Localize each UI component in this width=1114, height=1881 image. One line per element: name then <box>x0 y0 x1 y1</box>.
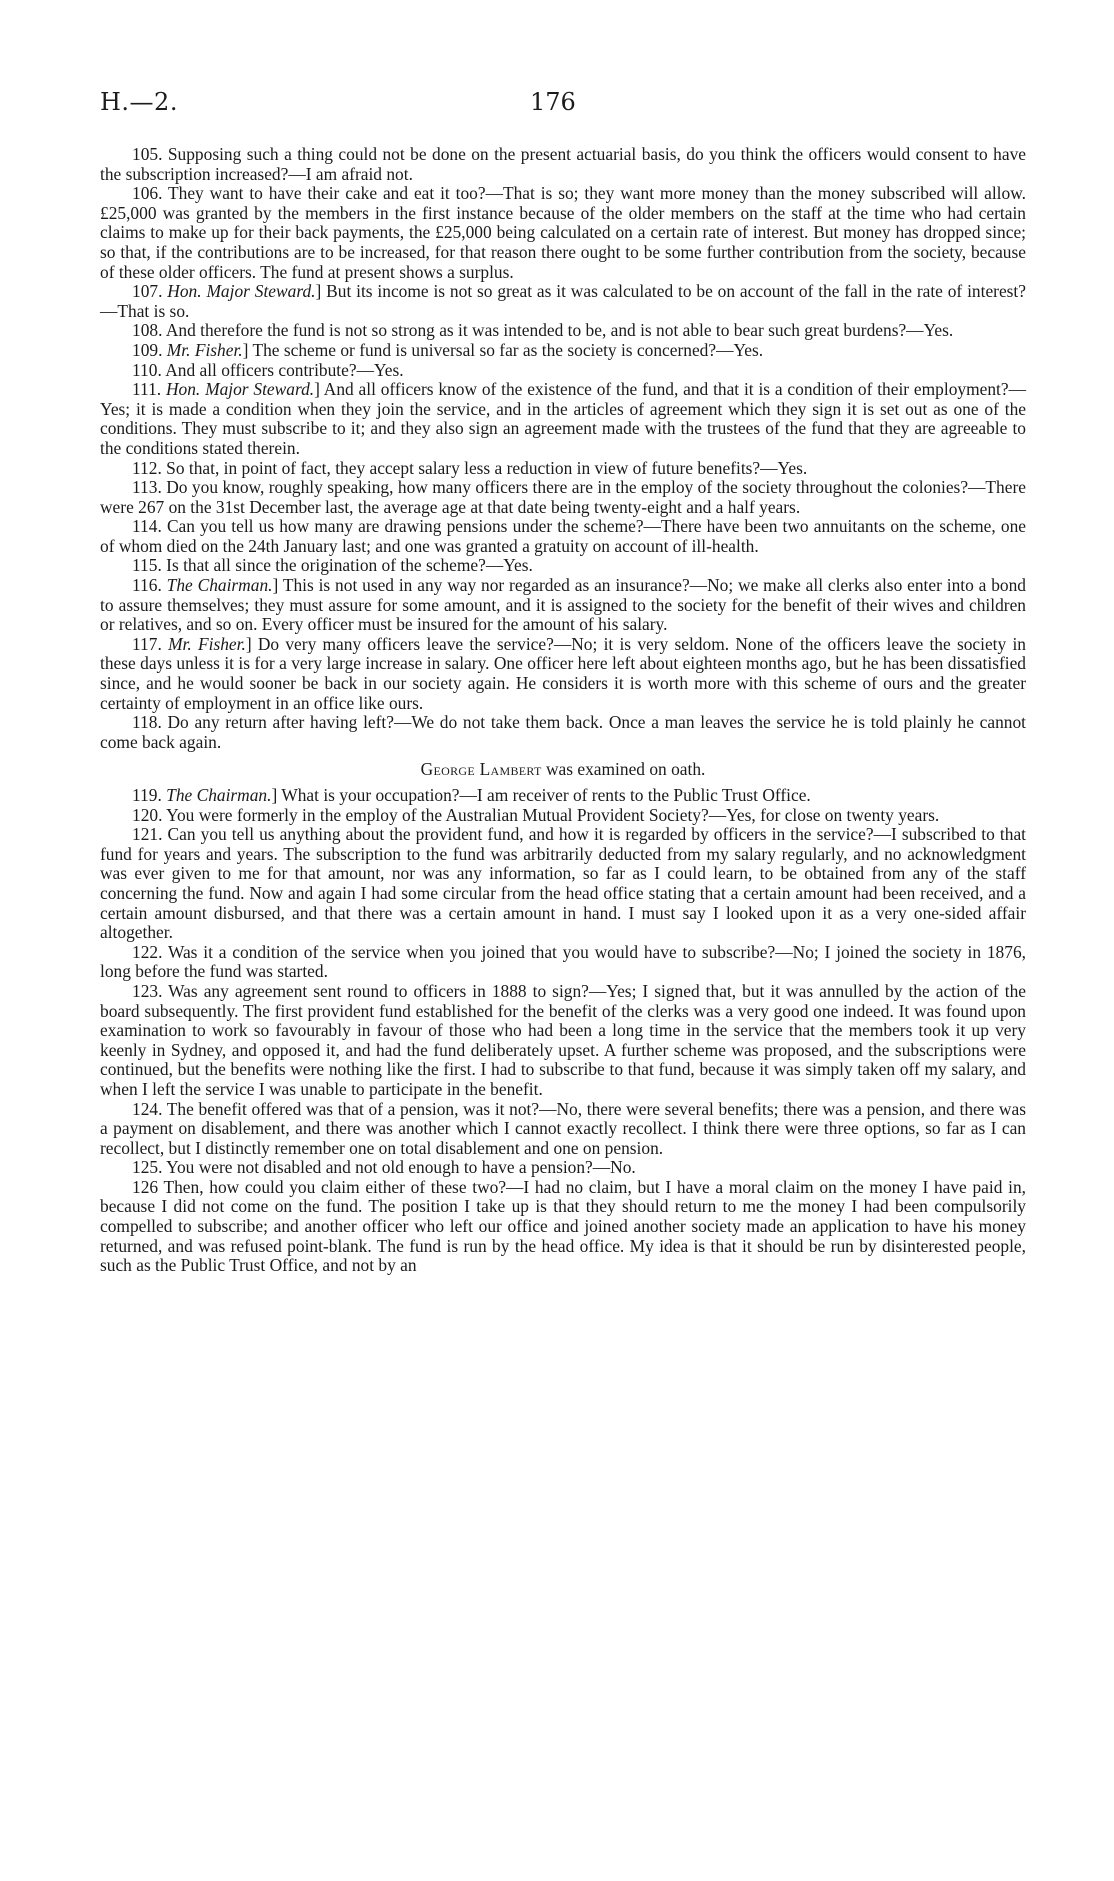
question-paragraph <box>100 321 1026 341</box>
question-paragraph <box>100 1100 1026 1159</box>
question-text: Can you tell us how many are drawing pensions under the scheme?—There have been two annuitants on the scheme, one of whom died on the 24th January last; and one was granted a gratuity on account of ill-health. <box>100 516 1026 556</box>
question-paragraph <box>100 713 1026 752</box>
question-paragraph <box>100 517 1026 556</box>
question-paragraph: 116. The Chairman.] This is not used in any way nor regarded as an insurance?—No; we make all clerks also enter into a bond to assure themselves; they must assure for some amount, and it is assigned to the society for the benefit of their wives and children or relatives, and so on. Every officer must be insured for the amount of his salary. <box>100 575 1026 635</box>
witness-heading <box>100 760 1026 780</box>
question-paragraph <box>100 943 1026 982</box>
question-paragraph <box>100 1158 1026 1178</box>
witness-heading-text: was examined on oath. <box>546 759 706 780</box>
question-paragraph <box>100 982 1026 1100</box>
speaker-name: Mr. Fisher. <box>166 339 243 360</box>
question-number: 112. <box>132 457 162 478</box>
question-text: Can you tell us anything about the provident fund, and how it is regarded by officers in the service?—I subscribed to that fund for years and years. The subscription to the fund was arbitrarily deducted from my salary regularly, and no acknowledgment was ever given to me for that amount, nor was any information, so far as I could learn, to be obtained from any of the staff concerning the fund. Now and again I had some circular from the head office stating that a certain amount had been received, and a certain amount disbursed, and that there was a certain amount in hand. I must say I looked upon it as a very one-sided affair altogether. <box>100 824 1026 943</box>
question-text: Was any agreement sent round to officers in 1888 to sign?—Yes; I signed that, but it was annulled by the action of the board subsequently. The first provident fund established for the benefit of the clerks was a very good one indeed. It was found upon examination to work so favourably in favour of those who had been a long time in the service that the members took it up very keenly in Sydney, and opposed it, and had the fund deliberately upset. A further scheme was proposed, and the subscriptions were continued, but the benefits were nothing like the first. I had to subscribe to that fund, because it was simply taken off my salary, and when I left the service I was unable to participate in the benefit. <box>100 980 1026 1099</box>
question-number: 108. <box>132 320 163 341</box>
witness-name: George Lambert <box>420 759 542 780</box>
speaker-name: Mr. Fisher. <box>168 633 246 654</box>
question-text: They want to have their cake and eat it too?—That is so; they want more money than the money subscribed will allow. £25,000 was granted by the members in the first instance because of the older members on the staff at the time who had certain claims to make up for their back payments, the £25,000 being calculated on a certain rate of interest. But money has dropped since; so that, if the contributions are to be increased, for that reason there ought to be some further contribution from the society, because of these older officers. The fund at present shows a surplus. <box>100 183 1026 282</box>
question-number: 126 <box>132 1176 159 1197</box>
question-number: 117. <box>132 633 162 654</box>
question-text: And all officers contribute?—Yes. <box>165 359 404 380</box>
question-number: 115. <box>132 555 162 576</box>
question-number: 123. <box>132 980 163 1001</box>
speaker-name: Hon. Major Steward. <box>165 379 315 400</box>
question-paragraph <box>100 145 1026 184</box>
question-number: 125. <box>132 1157 163 1178</box>
page-body <box>100 145 1026 1276</box>
question-text: The benefit offered was that of a pension, was it not?—No, there were several benefits; there was a pension, and there was a payment on disablement, and there was another which I cannot exactly recollect. I think there were three options, so far as I can recollect, but I distinctly remember one on total disablement and one on pension. <box>100 1098 1026 1158</box>
document-reference: H.—2. <box>100 88 178 116</box>
question-number: 124. <box>132 1098 163 1119</box>
question-text: This is not used in any way nor regarded as an insurance?—No; we make all clerks also enter into a bond to assure themselves; they must assure for some amount, and it is assigned to the society for the benefit of their wives and children or relatives, and so on. Every officer must be insured for the amount of his salary. <box>100 575 1026 635</box>
question-paragraph <box>100 1178 1026 1276</box>
question-number: 109. <box>132 339 163 360</box>
question-paragraph: 107. Hon. Major Steward.] But its income is not so great as it was calculated to be on account of the fall in the rate of interest?—That is so. <box>100 281 1026 321</box>
page-number: 176 <box>530 88 576 116</box>
evidence-section-b <box>100 786 1026 1276</box>
question-paragraph: 111. Hon. Major Steward.] And all officers know of the existence of the fund, and that it is a condition of their employment?—Yes; it is made a condition when they join the service, and in the articles of agreement which they sign it is set out as one of the conditions. They must subscribe to it; and they also sign an agreement made with the trustees of the fund that they are agreeable to the conditions stated therein. <box>100 379 1026 458</box>
evidence-section-a <box>100 145 1026 752</box>
question-number: 111. <box>132 379 162 400</box>
question-number: 114. <box>132 516 162 537</box>
question-text: You were not disabled and not old enough to have a pension?—No. <box>166 1157 636 1178</box>
question-number: 116. <box>132 575 162 596</box>
question-text: Then, how could you claim either of these two?—I had no claim, but I have a moral claim on the money I have paid in, because I did not come on the fund. The position I take up is that they should return to me the money I had been compulsorily compelled to subscribe; and another officer who left our office and joined another society made an application to have his money returned, and was refused point-blank. The fund is run by the head office. My idea is that it should be run by disinterested people, such as the Public Trust Office, and not by an <box>100 1176 1026 1276</box>
question-paragraph <box>100 806 1026 826</box>
page-header <box>100 88 1024 124</box>
question-text: You were formerly in the employ of the Australian Mutual Provident Society?—Yes, for close on twenty years. <box>166 804 940 825</box>
speaker-name: The Chairman. <box>166 575 273 596</box>
question-text: Do any return after having left?—We do not take them back. Once a man leaves the service he is told plainly he cannot come back again. <box>100 712 1026 752</box>
question-paragraph <box>100 184 1026 282</box>
question-text: So that, in point of fact, they accept salary less a reduction in view of future benefits?—Yes. <box>166 457 808 478</box>
question-number: 120. <box>132 804 163 825</box>
question-paragraph: 109. Mr. Fisher.] The scheme or fund is universal so far as the society is concerned?—Yes. <box>132 339 764 360</box>
question-number: 119. <box>132 785 162 805</box>
question-paragraph: 119. The Chairman.] What is your occupation?—I am receiver of rents to the Public Trust Office. <box>132 785 811 805</box>
speaker-name: Hon. Major Steward. <box>167 281 316 302</box>
question-text: Supposing such a thing could not be done on the present actuarial basis, do you think the officers would consent to have the subscription increased?—I am afraid not. <box>100 144 1026 184</box>
question-paragraph <box>100 825 1026 943</box>
question-number: 110. <box>132 359 162 380</box>
question-number: 105. <box>132 144 163 164</box>
question-paragraph <box>100 478 1026 517</box>
question-text: Is that all since the origination of the scheme?—Yes. <box>166 555 533 576</box>
question-text: And therefore the fund is not so strong as it was intended to be, and is not able to bear such great burdens?—Yes. <box>165 320 954 341</box>
question-paragraph <box>100 361 1026 381</box>
question-text: Was it a condition of the service when you joined that you would have to subscribe?—No; I joined the society in 1876, long before the fund was started. <box>100 941 1026 982</box>
question-text: What is your occupation?—I am receiver of rents to the Public Trust Office. <box>281 785 811 805</box>
question-number: 122. <box>132 941 163 962</box>
question-number: 118. <box>132 712 162 733</box>
question-paragraph <box>100 459 1026 479</box>
speaker-name: The Chairman. <box>166 785 272 805</box>
question-text: And all officers know of the existence of the fund, and that it is a condition of their employment?—Yes; it is made a condition when they join the service, and in the articles of agreement which they sign it is set out as one of the conditions. They must subscribe to it; and they also sign an agreement made with the trustees of the fund that they are agreeable to the conditions stated therein. <box>100 379 1026 458</box>
question-number: 121. <box>132 824 163 845</box>
question-number: 107. <box>132 281 163 302</box>
question-paragraph <box>100 556 1026 576</box>
question-text: But its income is not so great as it was calculated to be on account of the fall in the rate of interest?—That is so. <box>100 281 1026 321</box>
question-paragraph: 117. Mr. Fisher.] Do very many officers leave the service?—No; it is very seldom. None of the officers leave the society in these days unless it is for a very large increase in salary. One officer here left about eighteen months ago, but he has been dissatisfied since, and he would sooner be back in our society again. He considers it is worth more with this scheme of ours and the greater certainty of employment in an office like ours. <box>100 633 1026 713</box>
question-text: Do very many officers leave the service?—No; it is very seldom. None of the officers leave the society in these days unless it is for a very large increase in salary. One officer here left about eighteen months ago, but he has been dissatisfied since, and he would sooner be back in our society again. He considers it is worth more with this scheme of ours and the greater certainty of employment in an office like ours. <box>100 633 1026 713</box>
question-number: 113. <box>132 477 162 498</box>
question-number: 106. <box>132 183 163 204</box>
question-text: The scheme or fund is universal so far as the society is concerned?—Yes. <box>252 339 764 360</box>
question-text: Do you know, roughly speaking, how many officers there are in the employ of the society throughout the colonies?—There were 267 on the 31st December last, the average age at that date being twenty-eight and a half years. <box>100 477 1026 517</box>
